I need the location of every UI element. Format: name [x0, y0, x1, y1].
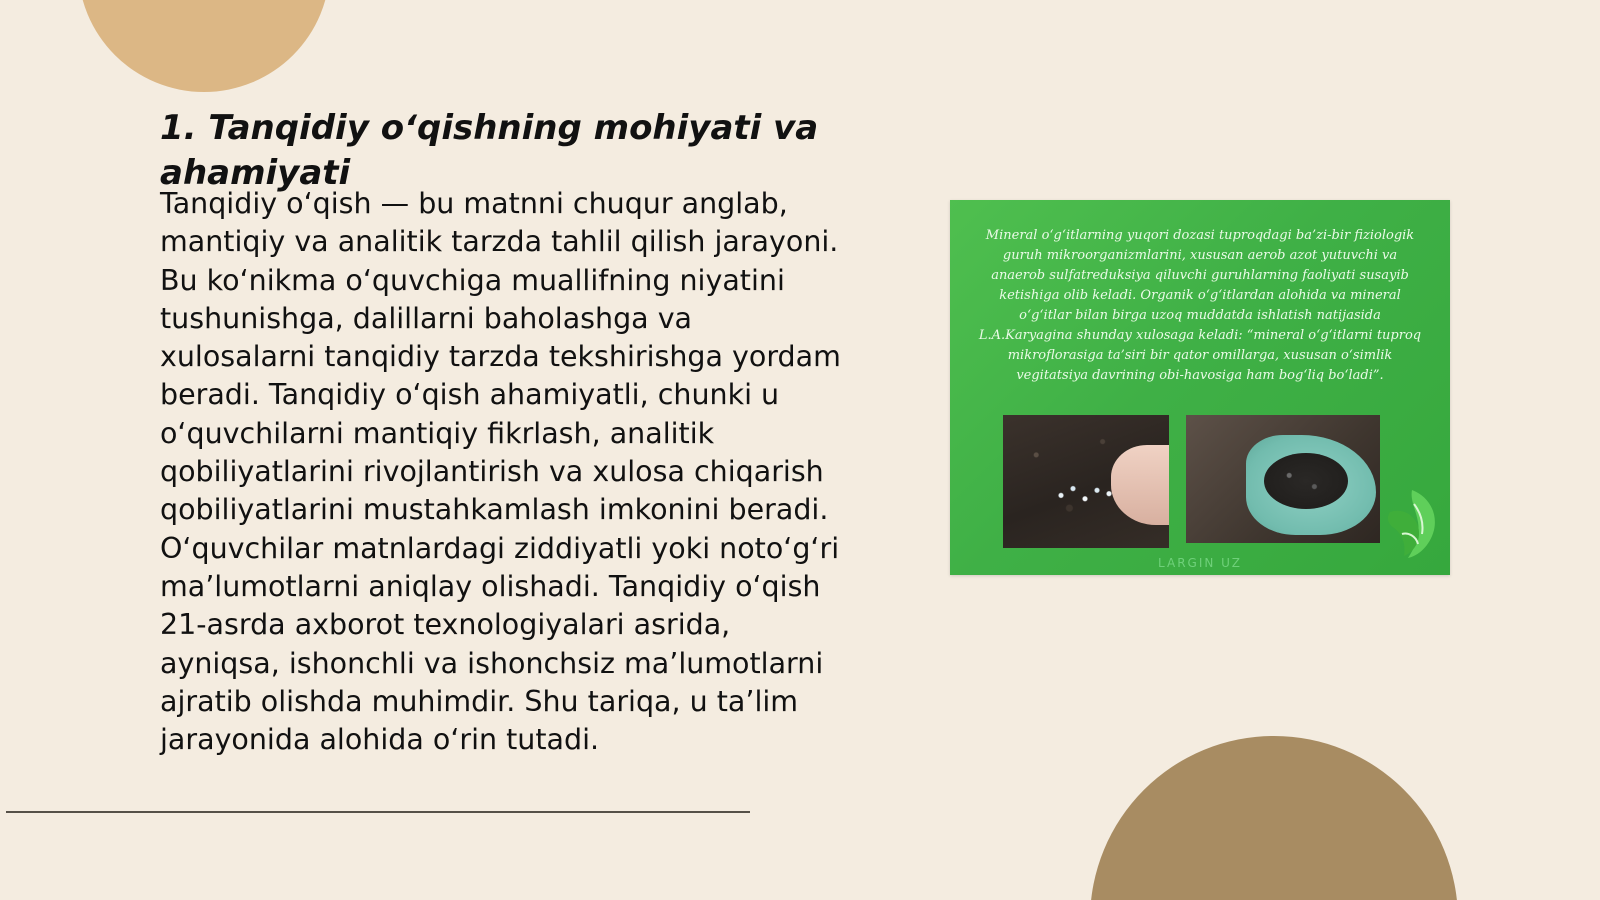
soil-handful	[1264, 453, 1348, 509]
infographic-watermark: LARGIN UZ	[1158, 556, 1242, 570]
fertilizer-infographic	[950, 200, 1450, 575]
recycle-leaf-icon	[1380, 482, 1444, 564]
soil-granules-photo	[1003, 415, 1169, 548]
slide-title: 1. Tanqidiy o‘qishning mohiyati va ahamiyati	[160, 108, 819, 193]
decorative-circle-top	[78, 0, 330, 92]
slide-body-text: Tanqidiy o‘qish — bu matnni chuqur anglab, mantiqiy va analitik tarzda tahlil qilish jarayoni. Bu ko‘nikma o‘quvchiga muallifning niyatini tushunishga, dalillarni baholashga va xulosalarni tanqidiy tarzda tekshirishga yordam beradi. Tanqidiy o‘qish ahamiyatli, chunki u o‘quvchilarni mantiqiy fikrlash, analitik qobiliyatlarini rivojlantirish va xulosa chiqarish qobiliyatlarini mustahkamlash imkonini beradi. O‘quvchilar matnlardagi ziddiyatli yoki noto‘g‘ri ma’lumotlarni aniqlay olishadi. Tanqidiy o‘qish 21-asrda axborot texnologiyalari asrida, ayniqsa, ishonchli va ishonchsiz ma’lumotlarni ajratib olishda muhimdir. Shu tariqa, u ta’lim jarayonida alohida o‘rin tutadi.	[160, 187, 841, 757]
footer-divider	[6, 811, 750, 813]
gloved-hand-soil-photo	[1186, 415, 1380, 543]
hand-shape	[1111, 445, 1169, 525]
infographic-caption: Mineral o‘g‘itlarning yuqori dozasi tuproqdagi ba’zi-bir fiziologik guruh mikroorganizmlarini, xususan aerob azot yutuvchi va anaerob sulfatreduksiya qiluvchi guruhlarning faoliyati susayib ketishiga olib keladi. Organik o‘g‘itlardan alohida va mineral o‘g‘itlar bilan birga uzoq muddatda ishlatish natijasida L.A.Karyagina shunday xulosaga keladi: “mineral o‘g‘itlarni tuproq mikroflorasiga ta’siri bir qator omillarga, xususan o‘simlik vegitatsiya davrining obi-havosiga ham bog‘liq bo‘ladi”.	[978, 228, 1422, 383]
decorative-circle-bottom	[1090, 736, 1458, 900]
